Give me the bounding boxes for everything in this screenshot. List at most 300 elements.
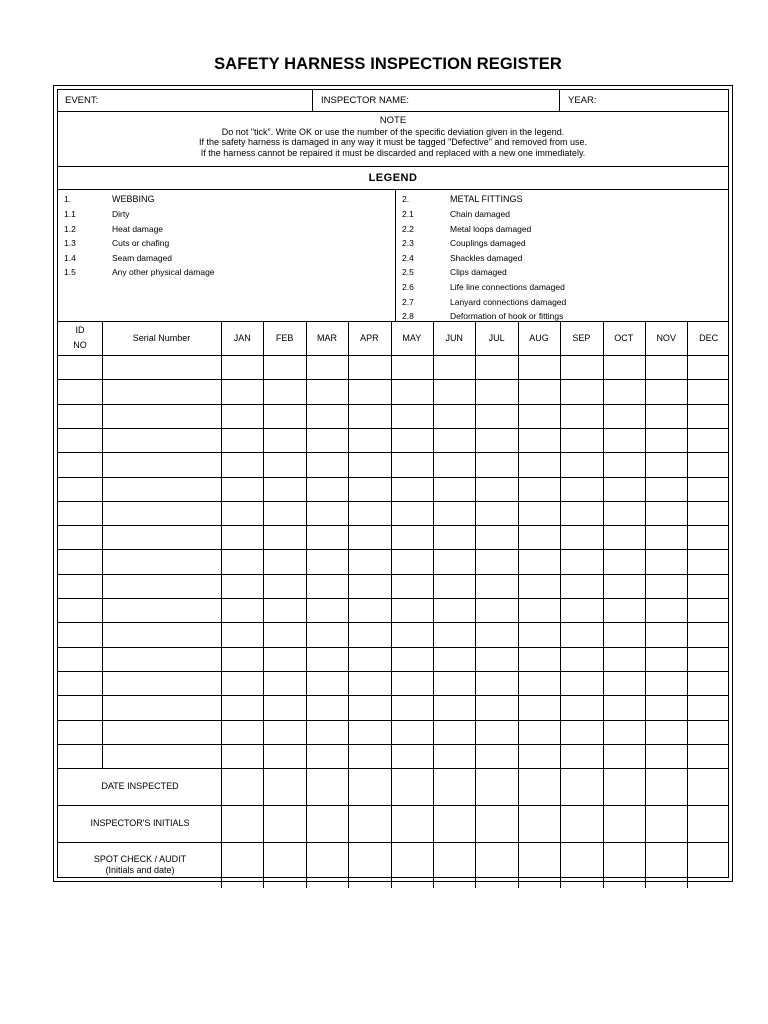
- table-row: [58, 598, 728, 622]
- month-cell[interactable]: [306, 574, 348, 598]
- month-cell[interactable]: [306, 428, 348, 452]
- month-cell[interactable]: [221, 428, 263, 452]
- id-cell[interactable]: [58, 501, 102, 525]
- month-cell[interactable]: [645, 404, 687, 428]
- month-cell[interactable]: [518, 574, 560, 598]
- month-cell[interactable]: [306, 598, 348, 622]
- month-cell[interactable]: [518, 452, 560, 476]
- month-cell[interactable]: [433, 404, 475, 428]
- month-cell[interactable]: [391, 452, 433, 476]
- month-cell[interactable]: [391, 477, 433, 501]
- month-cell[interactable]: [645, 549, 687, 573]
- month-cell[interactable]: [348, 501, 390, 525]
- month-cell[interactable]: [263, 428, 305, 452]
- month-cell[interactable]: [518, 355, 560, 379]
- month-cell[interactable]: [603, 355, 645, 379]
- month-cell[interactable]: [603, 501, 645, 525]
- legend-group-number: 1.: [64, 194, 72, 204]
- month-cell[interactable]: [348, 671, 390, 695]
- month-cell[interactable]: [433, 452, 475, 476]
- month-cell[interactable]: [603, 720, 645, 744]
- month-cell[interactable]: [560, 622, 602, 646]
- month-header-jul: JUL: [488, 333, 505, 343]
- month-cell[interactable]: [221, 622, 263, 646]
- month-cell[interactable]: [687, 525, 729, 549]
- month-cell[interactable]: [518, 671, 560, 695]
- id-cell[interactable]: [58, 695, 102, 719]
- month-cell[interactable]: [475, 647, 517, 671]
- legend-item-label: Couplings damaged: [450, 238, 526, 249]
- month-cell[interactable]: [687, 549, 729, 573]
- legend-item-code: 1.3: [64, 238, 76, 249]
- month-cell[interactable]: [433, 598, 475, 622]
- month-cell[interactable]: [221, 671, 263, 695]
- month-cell[interactable]: [518, 622, 560, 646]
- serial-number-cell[interactable]: [102, 647, 221, 671]
- legend-item-code: 2.3: [402, 238, 414, 249]
- month-cell[interactable]: [433, 744, 475, 768]
- month-cell[interactable]: [263, 525, 305, 549]
- month-cell[interactable]: [518, 525, 560, 549]
- month-cell[interactable]: [433, 671, 475, 695]
- month-cell[interactable]: [221, 744, 263, 768]
- note-line: Do not "tick". Write OK or use the number of the specific deviation given in the legend.: [221, 126, 565, 137]
- month-cell[interactable]: [306, 744, 348, 768]
- month-cell[interactable]: [687, 598, 729, 622]
- month-header-apr: APR: [360, 333, 379, 343]
- table-row: [58, 695, 728, 719]
- month-cell[interactable]: [348, 549, 390, 573]
- legend-item-label: Seam damaged: [112, 252, 173, 263]
- month-cell[interactable]: [433, 720, 475, 744]
- serial-number-cell[interactable]: [102, 720, 221, 744]
- month-cell[interactable]: [475, 404, 517, 428]
- legend-item-label: Any other physical damage: [112, 267, 215, 278]
- month-cell[interactable]: [645, 647, 687, 671]
- month-cell[interactable]: [475, 355, 517, 379]
- note-heading: NOTE: [379, 115, 407, 126]
- month-cell[interactable]: [263, 549, 305, 573]
- month-cell[interactable]: [433, 549, 475, 573]
- month-cell[interactable]: [603, 695, 645, 719]
- month-cell[interactable]: [263, 477, 305, 501]
- month-cell[interactable]: [603, 428, 645, 452]
- id-cell[interactable]: [58, 525, 102, 549]
- month-cell[interactable]: [560, 355, 602, 379]
- serial-number-cell[interactable]: [102, 477, 221, 501]
- month-cell[interactable]: [306, 695, 348, 719]
- legend-item-code: 2.4: [402, 252, 414, 263]
- month-cell[interactable]: [687, 720, 729, 744]
- serial-number-cell[interactable]: [102, 501, 221, 525]
- table-row: [58, 501, 728, 525]
- serial-number-cell[interactable]: [102, 404, 221, 428]
- note-line: If the harness cannot be repaired it must be discarded and replaced with a new one immediately.: [200, 147, 586, 158]
- month-cell[interactable]: [306, 671, 348, 695]
- month-cell[interactable]: [645, 428, 687, 452]
- month-header-oct: OCT: [614, 333, 634, 343]
- serial-number-cell[interactable]: [102, 598, 221, 622]
- month-cell[interactable]: [348, 452, 390, 476]
- month-cell[interactable]: [391, 379, 433, 403]
- note-box: [58, 112, 728, 166]
- serial-number-cell[interactable]: [102, 452, 221, 476]
- month-cell[interactable]: [603, 549, 645, 573]
- month-cell[interactable]: [433, 428, 475, 452]
- month-cell[interactable]: [603, 404, 645, 428]
- month-cell[interactable]: [518, 404, 560, 428]
- id-cell[interactable]: [58, 355, 102, 379]
- month-cell[interactable]: [687, 501, 729, 525]
- month-header-mar: MAR: [316, 333, 337, 343]
- month-cell[interactable]: [221, 720, 263, 744]
- month-header-jun: JUN: [445, 333, 463, 343]
- month-cell[interactable]: [645, 574, 687, 598]
- month-cell[interactable]: [391, 549, 433, 573]
- spot-check-label-text: SPOT CHECK / AUDIT: [93, 854, 187, 865]
- month-cell[interactable]: [560, 598, 602, 622]
- month-cell[interactable]: [433, 574, 475, 598]
- month-cell[interactable]: [348, 428, 390, 452]
- register-inner: [57, 89, 729, 878]
- month-cell[interactable]: [263, 598, 305, 622]
- spot-check-label: [58, 842, 222, 888]
- serial-number-cell[interactable]: [102, 671, 221, 695]
- month-cell[interactable]: [475, 549, 517, 573]
- month-cell[interactable]: [475, 671, 517, 695]
- page-title: SAFETY HARNESS INSPECTION REGISTER: [214, 55, 562, 73]
- month-cell[interactable]: [221, 525, 263, 549]
- month-cell[interactable]: [560, 525, 602, 549]
- month-cell[interactable]: [560, 671, 602, 695]
- legend-title: LEGEND: [368, 172, 418, 184]
- month-cell[interactable]: [645, 671, 687, 695]
- month-cell[interactable]: [263, 671, 305, 695]
- month-cell[interactable]: [475, 501, 517, 525]
- month-cell[interactable]: [560, 574, 602, 598]
- month-cell[interactable]: [306, 501, 348, 525]
- serial-number-cell[interactable]: [102, 622, 221, 646]
- month-cell[interactable]: [475, 574, 517, 598]
- month-cell[interactable]: [475, 720, 517, 744]
- month-cell[interactable]: [348, 744, 390, 768]
- month-header-aug: AUG: [529, 333, 549, 343]
- month-cell[interactable]: [687, 452, 729, 476]
- month-cell[interactable]: [645, 598, 687, 622]
- month-cell[interactable]: [221, 549, 263, 573]
- month-cell[interactable]: [475, 477, 517, 501]
- serial-number-header: Serial Number: [132, 333, 191, 343]
- table-row: [58, 744, 728, 768]
- inspector-name-field[interactable]: [314, 90, 409, 111]
- month-cell[interactable]: [603, 622, 645, 646]
- month-cell[interactable]: [391, 598, 433, 622]
- table-row: [58, 647, 728, 671]
- month-cell[interactable]: [306, 355, 348, 379]
- year-field[interactable]: [561, 90, 597, 111]
- month-cell[interactable]: [475, 622, 517, 646]
- month-cell[interactable]: [475, 452, 517, 476]
- month-cell[interactable]: [603, 744, 645, 768]
- month-cell[interactable]: [221, 404, 263, 428]
- month-cell[interactable]: [645, 720, 687, 744]
- month-cell[interactable]: [603, 574, 645, 598]
- month-cell[interactable]: [687, 744, 729, 768]
- table-row: [58, 671, 728, 695]
- id-cell[interactable]: [58, 720, 102, 744]
- table-row: [58, 574, 728, 598]
- id-cell[interactable]: [58, 379, 102, 403]
- month-cell[interactable]: [263, 720, 305, 744]
- month-cell[interactable]: [391, 744, 433, 768]
- month-cell[interactable]: [560, 501, 602, 525]
- serial-number-cell[interactable]: [102, 428, 221, 452]
- month-cell[interactable]: [221, 355, 263, 379]
- month-cell[interactable]: [560, 428, 602, 452]
- month-cell[interactable]: [518, 379, 560, 403]
- month-cell[interactable]: [475, 379, 517, 403]
- legend-item-code: 2.5: [402, 267, 414, 278]
- month-cell[interactable]: [306, 477, 348, 501]
- inspector-name-label: INSPECTOR NAME:: [321, 95, 409, 106]
- table-row: [58, 428, 728, 452]
- month-header-dec: DEC: [699, 333, 719, 343]
- month-cell[interactable]: [433, 355, 475, 379]
- month-cell[interactable]: [391, 671, 433, 695]
- month-cell[interactable]: [263, 695, 305, 719]
- month-cell[interactable]: [687, 622, 729, 646]
- month-cell[interactable]: [475, 744, 517, 768]
- month-cell[interactable]: [687, 355, 729, 379]
- month-cell[interactable]: [645, 355, 687, 379]
- month-cell[interactable]: [687, 477, 729, 501]
- month-cell[interactable]: [687, 671, 729, 695]
- legend-item-label: Deformation of hook or fittings: [450, 311, 564, 322]
- id-cell[interactable]: [58, 428, 102, 452]
- id-cell[interactable]: [58, 744, 102, 768]
- legend-item-label: Life line connections damaged: [450, 282, 565, 292]
- id-cell[interactable]: [58, 549, 102, 573]
- month-cell[interactable]: [433, 477, 475, 501]
- month-cell[interactable]: [348, 404, 390, 428]
- month-cell[interactable]: [475, 598, 517, 622]
- id-header: ID: [75, 325, 85, 335]
- month-cell[interactable]: [306, 647, 348, 671]
- month-cell[interactable]: [433, 647, 475, 671]
- serial-number-cell[interactable]: [102, 379, 221, 403]
- table-row: [58, 355, 728, 379]
- month-cell[interactable]: [263, 404, 305, 428]
- month-cell[interactable]: [560, 695, 602, 719]
- month-cell[interactable]: [391, 622, 433, 646]
- legend-item-code: 2.1: [402, 209, 414, 219]
- month-cell[interactable]: [221, 501, 263, 525]
- serial-number-cell[interactable]: [102, 525, 221, 549]
- month-cell[interactable]: [645, 525, 687, 549]
- month-cell[interactable]: [603, 477, 645, 501]
- month-cell[interactable]: [306, 379, 348, 403]
- event-field[interactable]: [58, 90, 98, 111]
- month-cell[interactable]: [348, 574, 390, 598]
- table-row: [58, 452, 728, 476]
- month-cell[interactable]: [645, 477, 687, 501]
- table-row: [58, 379, 728, 403]
- month-cell[interactable]: [560, 549, 602, 573]
- legend-group-number: 2.: [402, 194, 410, 204]
- month-cell[interactable]: [433, 379, 475, 403]
- month-cell[interactable]: [391, 647, 433, 671]
- legend-item-label: Chain damaged: [450, 209, 511, 219]
- month-cell[interactable]: [560, 404, 602, 428]
- month-cell[interactable]: [306, 525, 348, 549]
- month-cell[interactable]: [560, 720, 602, 744]
- month-cell[interactable]: [687, 404, 729, 428]
- month-cell[interactable]: [687, 379, 729, 403]
- month-cell[interactable]: [603, 452, 645, 476]
- month-cell[interactable]: [221, 477, 263, 501]
- month-header-jan: JAN: [233, 333, 251, 343]
- month-cell[interactable]: [603, 647, 645, 671]
- month-cell[interactable]: [348, 477, 390, 501]
- month-cell[interactable]: [645, 744, 687, 768]
- month-header-feb: FEB: [275, 333, 294, 343]
- id-cell[interactable]: [58, 622, 102, 646]
- month-cell[interactable]: [518, 647, 560, 671]
- table-row: [58, 720, 728, 744]
- month-cell[interactable]: [560, 379, 602, 403]
- month-cell[interactable]: [263, 574, 305, 598]
- month-cell[interactable]: [391, 428, 433, 452]
- month-cell[interactable]: [348, 720, 390, 744]
- serial-number-cell[interactable]: [102, 574, 221, 598]
- id-cell[interactable]: [58, 574, 102, 598]
- month-cell[interactable]: [687, 574, 729, 598]
- month-cell[interactable]: [603, 379, 645, 403]
- month-cell[interactable]: [348, 379, 390, 403]
- month-cell[interactable]: [645, 501, 687, 525]
- legend-item-label: Cuts or chafing: [112, 238, 170, 249]
- month-cell[interactable]: [221, 647, 263, 671]
- month-cell[interactable]: [221, 695, 263, 719]
- serial-number-cell[interactable]: [102, 549, 221, 573]
- month-cell[interactable]: [221, 598, 263, 622]
- register-frame: [53, 85, 733, 882]
- id-cell[interactable]: [58, 647, 102, 671]
- month-cell[interactable]: [518, 428, 560, 452]
- divider: [58, 189, 728, 190]
- month-cell[interactable]: [687, 428, 729, 452]
- month-cell[interactable]: [391, 355, 433, 379]
- month-cell[interactable]: [391, 695, 433, 719]
- month-cell[interactable]: [306, 720, 348, 744]
- legend-item-code: 2.8: [402, 311, 414, 322]
- month-cell[interactable]: [263, 622, 305, 646]
- legend-item-label: Clips damaged: [450, 267, 507, 278]
- month-cell[interactable]: [221, 574, 263, 598]
- month-cell[interactable]: [306, 404, 348, 428]
- note-line: If the safety harness is damaged in any way it must be tagged "Defective" and removed from use.: [198, 137, 588, 147]
- month-cell[interactable]: [391, 501, 433, 525]
- legend-item-label: Heat damage: [112, 223, 164, 234]
- id-cell[interactable]: [58, 452, 102, 476]
- month-cell[interactable]: [645, 695, 687, 719]
- month-cell[interactable]: [518, 501, 560, 525]
- month-cell[interactable]: [687, 695, 729, 719]
- month-cell[interactable]: [391, 574, 433, 598]
- month-cell[interactable]: [518, 720, 560, 744]
- month-cell[interactable]: [475, 525, 517, 549]
- serial-number-cell[interactable]: [102, 695, 221, 719]
- month-cell[interactable]: [518, 598, 560, 622]
- month-cell[interactable]: [560, 744, 602, 768]
- month-cell[interactable]: [263, 355, 305, 379]
- serial-number-cell[interactable]: [102, 355, 221, 379]
- month-cell[interactable]: [221, 452, 263, 476]
- id-cell[interactable]: [58, 598, 102, 622]
- month-cell[interactable]: [263, 501, 305, 525]
- month-cell[interactable]: [475, 695, 517, 719]
- month-cell[interactable]: [391, 404, 433, 428]
- month-cell[interactable]: [263, 379, 305, 403]
- month-cell[interactable]: [348, 525, 390, 549]
- month-cell[interactable]: [518, 549, 560, 573]
- month-cell[interactable]: [645, 452, 687, 476]
- month-cell[interactable]: [348, 647, 390, 671]
- month-cell[interactable]: [433, 622, 475, 646]
- month-header-may: MAY: [402, 333, 422, 343]
- month-cell[interactable]: [348, 622, 390, 646]
- month-cell[interactable]: [603, 525, 645, 549]
- divider: [312, 90, 313, 111]
- month-cell[interactable]: [518, 695, 560, 719]
- month-cell[interactable]: [475, 428, 517, 452]
- month-cell[interactable]: [645, 379, 687, 403]
- month-cell[interactable]: [433, 695, 475, 719]
- month-cell[interactable]: [348, 598, 390, 622]
- month-cell[interactable]: [433, 525, 475, 549]
- id-cell[interactable]: [58, 671, 102, 695]
- month-cell[interactable]: [306, 549, 348, 573]
- month-cell[interactable]: [221, 379, 263, 403]
- month-cell[interactable]: [560, 647, 602, 671]
- month-cell[interactable]: [433, 501, 475, 525]
- month-cell[interactable]: [518, 744, 560, 768]
- month-cell[interactable]: [518, 477, 560, 501]
- month-cell[interactable]: [263, 647, 305, 671]
- month-cell[interactable]: [306, 622, 348, 646]
- month-cell[interactable]: [560, 452, 602, 476]
- month-cell[interactable]: [263, 744, 305, 768]
- legend-item-code: 1.1: [64, 209, 76, 219]
- month-cell[interactable]: [687, 647, 729, 671]
- month-cell[interactable]: [645, 622, 687, 646]
- month-cell[interactable]: [348, 695, 390, 719]
- month-cell[interactable]: [391, 720, 433, 744]
- month-cell[interactable]: [603, 671, 645, 695]
- month-cell[interactable]: [348, 355, 390, 379]
- id-cell[interactable]: [58, 404, 102, 428]
- legend-item-label: Dirty: [112, 209, 130, 219]
- month-cell[interactable]: [603, 598, 645, 622]
- month-cell[interactable]: [263, 452, 305, 476]
- serial-number-cell[interactable]: [102, 744, 221, 768]
- legend-item-code: 1.2: [64, 223, 76, 234]
- month-cell[interactable]: [560, 477, 602, 501]
- legend-item-code: 1.5: [64, 267, 76, 278]
- id-cell[interactable]: [58, 477, 102, 501]
- month-cell[interactable]: [306, 452, 348, 476]
- month-cell[interactable]: [391, 525, 433, 549]
